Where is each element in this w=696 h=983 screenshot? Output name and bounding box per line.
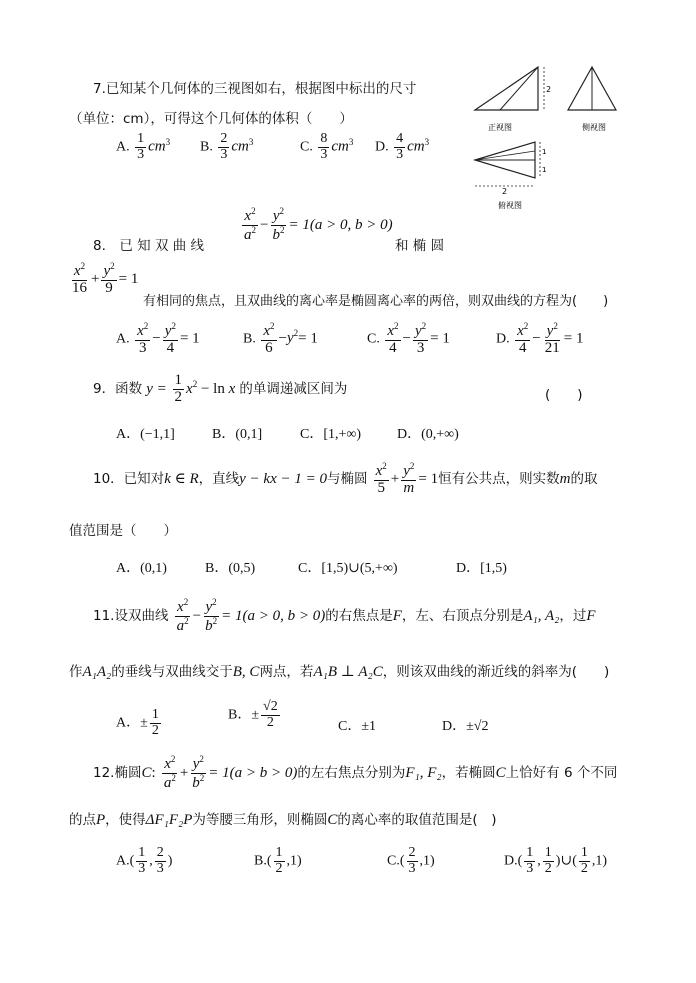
q10-stem-line1: 10．已知对k ∈ R，直线y − kx − 1 = 0与椭圆 $\frac{x^2}{5}$ + $\frac{y^2}{m}$ = 1恒有公共点，则实数m的取 xyxy=(93,461,598,496)
q8-hyperbola-equation: $\frac{x^2}{a^2}$ − $\frac{y^2}{b^2}$ = 1(a > 0, b > 0) xyxy=(244,206,393,243)
top-view xyxy=(475,142,546,210)
q12-option-c: C.( $\frac{2}{3}$ ,1) xyxy=(387,845,435,876)
q10-option-b: B．(0,5) xyxy=(205,561,256,576)
q8-and: 和 椭 圆 xyxy=(395,238,445,254)
q9-option-a: A．(−1,1] xyxy=(116,427,175,442)
q12-option-b: B.( $\frac{1}{2}$ ,1) xyxy=(254,845,302,876)
q10-option-d: D．[1,5) xyxy=(456,561,507,576)
top-dim-2: 2 xyxy=(502,187,508,196)
front-view xyxy=(475,67,551,132)
side-view xyxy=(568,67,616,132)
q9-option-c: C．[1,+∞) xyxy=(300,427,362,442)
q9-answer-paren: ( ) xyxy=(545,387,583,403)
q7-option-c: C. $\frac{8}{3}$ $cm^3$ xyxy=(300,131,354,162)
q11-option-c: C．±1 xyxy=(338,719,377,734)
q7-option-b: B. $\frac{2}{3}$ $cm^3$ xyxy=(200,131,254,162)
q10-option-a: A．(0,1) xyxy=(116,561,167,576)
q8-option-d: D. $\frac{x^2}{4}$ − $\frac{y^2}{21}$ = 1 xyxy=(496,321,584,356)
q9-option-d: D．(0,+∞) xyxy=(397,427,459,442)
q12-stem-line1: 12.椭圆C: $\frac{x^2}{a^2}$ + $\frac{y^2}{b^2}$ = 1(a > b > 0)的左右焦点分别为F₁, F₂，若椭圆C上恰好有 6 个不同 xyxy=(93,754,618,791)
q7-stem-line2: （单位：cm），可得这个几何体的体积（ ） xyxy=(69,111,353,127)
front-view-label: 正视图 xyxy=(488,123,512,132)
q9-stem: 9．函数 y = $\frac{1}{2}$ $x^2 - \ln x$ 的单调递减区间为 xyxy=(93,372,348,405)
q8-stem: 有相同的焦点，且双曲线的离心率是椭圆离心率的两倍，则双曲线的方程为( ) xyxy=(143,294,609,309)
q11-option-b: B．± $\frac{√2}{2}$ xyxy=(228,699,278,730)
q11-option-a: A．± $\frac{1}{2}$ xyxy=(116,707,159,738)
q10-option-c: C．[1,5)∪(5,+∞) xyxy=(298,561,398,576)
q8-lead: 8. 已 知 双 曲 线 xyxy=(93,238,205,254)
front-dim-2: 2 xyxy=(546,85,552,94)
top-dim-1b: 1 xyxy=(542,166,547,174)
three-view-figure xyxy=(470,62,660,212)
q8-ellipse-equation: $\frac{x^2}{16}$ + $\frac{y^2}{9}$ = 1 xyxy=(72,261,139,296)
q11-stem-line2: 作A₁A₂的垂线与双曲线交于B, C两点，若A₁B ⊥ A₂C，则该双曲线的渐近线的斜率为( ) xyxy=(69,664,610,680)
q12-option-d: D.( $\frac{1}{3}$ , $\frac{1}{2}$ )∪( $\frac{1}{2}$ ,1) xyxy=(504,845,608,876)
q8-option-a: A. $\frac{x^2}{3}$ − $\frac{y^2}{4}$ = 1 xyxy=(116,321,200,356)
q8-option-b: B. $\frac{x^2}{6}$ $-y^2= 1$ xyxy=(243,321,318,356)
q10-stem-line2: 值范围是（ ） xyxy=(69,523,177,539)
q8-option-c: C. $\frac{x^2}{4}$ − $\frac{y^2}{3}$ = 1 xyxy=(367,321,450,356)
q11-option-d: D．±√2 xyxy=(442,719,489,734)
top-view-label: 俯视图 xyxy=(498,201,522,210)
q12-stem-line2: 的点P，使得ΔF₁F₂P为等腰三角形，则椭圆C的离心率的取值范围是( ) xyxy=(69,812,497,828)
q9-option-b: B．(0,1] xyxy=(212,427,263,442)
q9-function: y = xyxy=(146,380,171,397)
q7-stem-line1: 7.已知某个几何体的三视图如右，根据图中标出的尺寸 xyxy=(93,81,417,97)
q7-option-d: D. $\frac{4}{3}$ $cm^3$ xyxy=(375,131,430,162)
fraction: $\frac{1}{3}$ xyxy=(137,131,145,162)
top-dim-1a: 1 xyxy=(542,148,547,156)
q7-option-a: A. $\frac{1}{3}$ $cm^3$ xyxy=(116,131,171,162)
q11-stem-line1: 11.设双曲线 $\frac{x^2}{a^2}$ − $\frac{y^2}{b^2}$ = 1(a > 0, b > 0)的右焦点是F，左、右顶点分别是A₁, A₂，过F xyxy=(93,597,596,634)
side-view-label: 侧视图 xyxy=(582,123,606,132)
q12-option-a: A.( $\frac{1}{3}$ , $\frac{2}{3}$ ) xyxy=(116,845,173,876)
